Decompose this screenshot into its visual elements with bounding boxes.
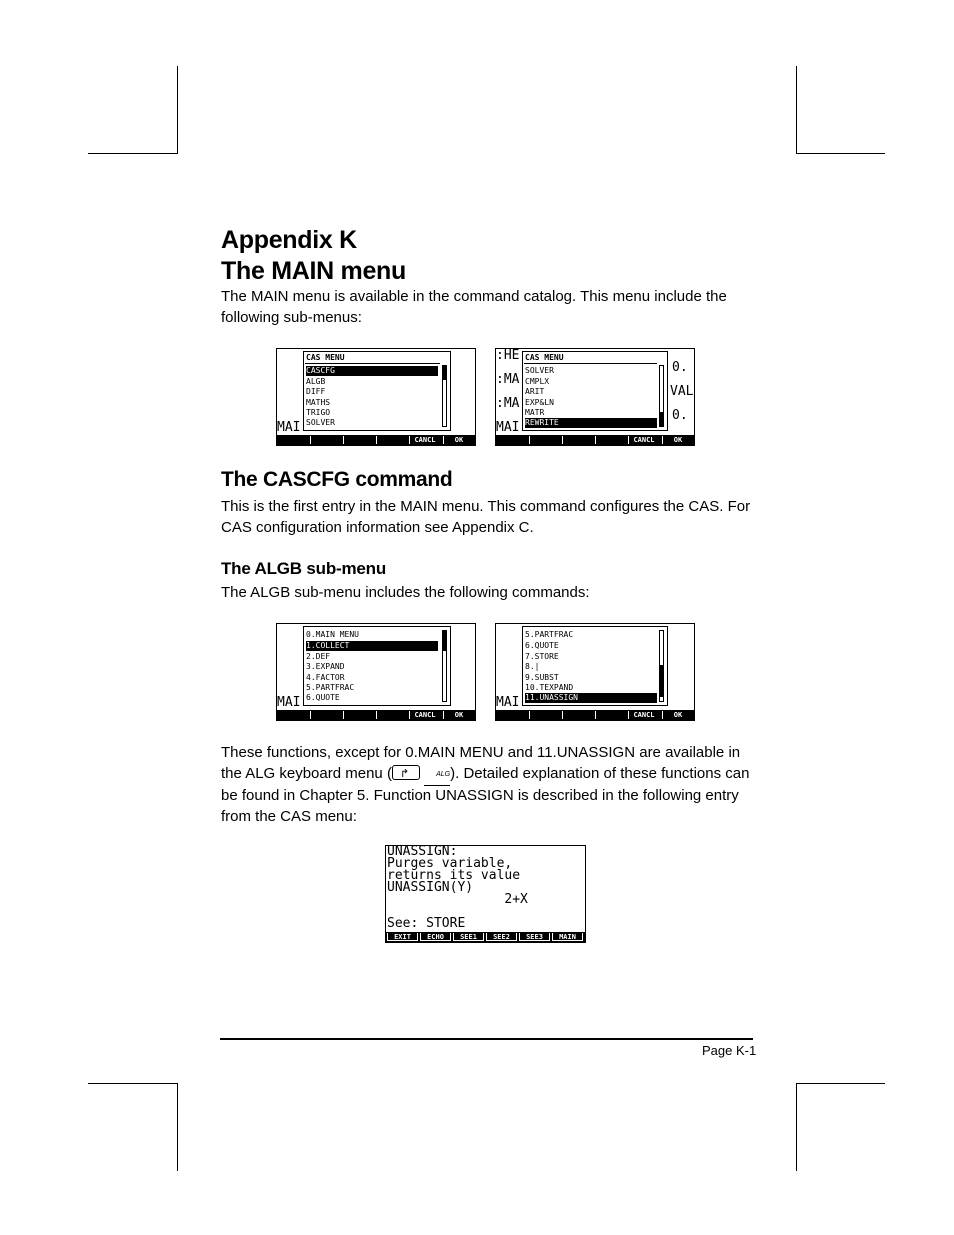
echo-softkey[interactable]: ECHO xyxy=(420,933,451,941)
algb-paragraph: The ALGB sub-menu includes the following commands: xyxy=(221,584,590,601)
see3-softkey[interactable]: SEE3 xyxy=(519,933,550,941)
softkey-bar xyxy=(277,710,475,720)
softkey[interactable] xyxy=(595,436,626,444)
crop-mark xyxy=(797,1083,885,1084)
unassign-help-screen xyxy=(385,845,586,943)
menu-item[interactable]: EXP&LN xyxy=(525,398,554,407)
cas-menu-screen-2 xyxy=(495,348,695,446)
section-title: The MAIN menu xyxy=(221,257,406,285)
functions-text-part2: ). Detailed explanation of these functions can be found in Chapter 5. Function UNASSIGN is described in the following entry from the CAS menu: xyxy=(221,764,750,825)
see1-softkey[interactable]: SEE1 xyxy=(453,933,484,941)
menu-item[interactable]: SOLVER xyxy=(306,418,335,427)
menu-item[interactable]: 4.FACTOR xyxy=(306,673,345,682)
side-text: 0. xyxy=(672,360,688,375)
crop-mark xyxy=(796,1083,797,1171)
side-text: :MA xyxy=(496,396,520,411)
softkey[interactable] xyxy=(343,711,374,719)
cas-menu-screen-1 xyxy=(276,348,476,446)
cascfg-paragraph: This is the first entry in the MAIN menu. This command configures the CAS. For CAS configuration information see Appendix C. xyxy=(221,498,751,536)
scroll-thumb[interactable] xyxy=(443,366,446,380)
algb-menu-screen-1 xyxy=(276,623,476,721)
menu-item[interactable]: 7.STORE xyxy=(525,652,559,661)
menu-item[interactable]: MATR xyxy=(525,408,545,417)
softkey[interactable] xyxy=(277,436,307,444)
menu-title: CAS MENU xyxy=(525,353,564,362)
menu-item[interactable]: 2.DEF xyxy=(306,652,331,661)
scrollbar[interactable] xyxy=(659,365,664,427)
menu-item[interactable]: REWRITE xyxy=(525,418,657,428)
crop-mark xyxy=(177,1083,178,1171)
functions-text-part1: These functions, except for 0.MAIN MENU and 11.UNASSIGN are available in the ALG keyboard menu ( xyxy=(221,744,741,782)
menu-item[interactable]: TRIGO xyxy=(306,408,331,417)
scrollbar[interactable] xyxy=(659,630,664,702)
side-text: MAI xyxy=(496,695,520,710)
softkey[interactable] xyxy=(277,711,307,719)
functions-paragraph xyxy=(221,743,756,827)
softkey[interactable] xyxy=(376,711,407,719)
menu-item[interactable]: CASCFG xyxy=(306,366,438,376)
help-line: UNASSIGN: xyxy=(387,845,458,859)
scroll-thumb[interactable] xyxy=(660,665,663,697)
exit-softkey[interactable]: EXIT xyxy=(387,933,418,941)
side-text: :HE xyxy=(496,348,520,363)
menu-item[interactable]: ALGB xyxy=(306,377,326,386)
right-shift-key-icon xyxy=(392,765,420,780)
scrollbar[interactable] xyxy=(442,630,447,702)
softkey-bar xyxy=(386,932,585,942)
menu-item[interactable]: 6.QUOTE xyxy=(525,641,559,650)
crop-mark xyxy=(177,66,178,154)
page-number: Page K-1 xyxy=(702,1043,757,1058)
help-line: Purges variable, xyxy=(387,856,513,871)
menu-item[interactable]: 5.PARTFRAC xyxy=(306,683,355,692)
algb-heading: The ALGB sub-menu xyxy=(221,559,387,578)
crop-mark xyxy=(796,66,797,154)
help-line: 2+X xyxy=(387,892,528,907)
main-softkey[interactable]: MAIN xyxy=(552,933,583,941)
help-line: See: STORE xyxy=(387,916,466,931)
side-text: VAL xyxy=(670,384,694,399)
side-text: MAI xyxy=(496,420,520,435)
ok-softkey[interactable]: OK xyxy=(443,436,474,444)
cascfg-heading: The CASCFG command xyxy=(221,468,453,491)
softkey[interactable] xyxy=(529,436,560,444)
menu-item[interactable]: CMPLX xyxy=(525,377,550,386)
menu-title: CAS MENU xyxy=(306,353,345,362)
menu-item[interactable]: 11.UNASSIGN xyxy=(525,693,657,703)
menu-item[interactable]: 0.MAIN MENU xyxy=(306,630,359,639)
see2-softkey[interactable]: SEE2 xyxy=(486,933,517,941)
intro-paragraph: The MAIN menu is available in the command catalog. This menu include the following sub-menus: xyxy=(221,288,727,326)
menu-item[interactable]: ARIT xyxy=(525,387,545,396)
softkey[interactable] xyxy=(562,711,593,719)
ok-softkey[interactable]: OK xyxy=(443,711,474,719)
side-text: MAI xyxy=(277,420,301,435)
cancel-softkey[interactable]: CANCL xyxy=(628,436,659,444)
softkey-bar xyxy=(496,435,694,445)
menu-box xyxy=(522,626,668,706)
softkey[interactable] xyxy=(376,436,407,444)
algb-menu-screen-2 xyxy=(495,623,695,721)
alg-key-label: ALG xyxy=(424,765,450,787)
menu-item[interactable]: MATHS xyxy=(306,398,331,407)
crop-mark xyxy=(797,153,885,154)
cancel-softkey[interactable]: CANCL xyxy=(628,711,659,719)
footer-rule xyxy=(220,1038,753,1040)
menu-box xyxy=(522,351,668,431)
side-text: :MA xyxy=(496,372,520,387)
menu-item[interactable]: 10.TEXPAND xyxy=(525,683,574,692)
ok-softkey[interactable]: OK xyxy=(662,711,693,719)
crop-mark xyxy=(88,1083,177,1084)
menu-item[interactable]: 3.EXPAND xyxy=(306,662,345,671)
crop-mark xyxy=(88,153,177,154)
menu-item[interactable]: 9.SUBST xyxy=(525,673,559,682)
softkey[interactable] xyxy=(529,711,560,719)
cancel-softkey[interactable]: CANCL xyxy=(409,711,440,719)
scroll-thumb[interactable] xyxy=(660,412,663,426)
softkey[interactable] xyxy=(496,711,526,719)
help-line: returns its value xyxy=(387,868,521,883)
menu-item[interactable]: SOLVER xyxy=(525,366,554,375)
menu-divider xyxy=(524,363,657,364)
softkey[interactable] xyxy=(310,436,341,444)
menu-item[interactable]: 6.QUOTE xyxy=(306,693,340,702)
menu-item[interactable]: 8.| xyxy=(525,662,540,671)
softkey[interactable] xyxy=(343,436,374,444)
menu-box xyxy=(303,626,451,706)
appendix-title: Appendix K xyxy=(221,226,357,254)
menu-divider xyxy=(305,363,440,364)
scrollbar[interactable] xyxy=(442,365,447,427)
help-line: UNASSIGN(Y) xyxy=(387,880,474,895)
softkey[interactable] xyxy=(496,436,526,444)
cancel-softkey[interactable]: CANCL xyxy=(409,436,440,444)
softkey[interactable] xyxy=(310,711,341,719)
side-text: 0. xyxy=(672,408,688,423)
menu-box xyxy=(303,351,451,431)
menu-item[interactable]: 1.COLLECT xyxy=(306,641,438,651)
softkey-bar xyxy=(496,710,694,720)
softkey[interactable] xyxy=(562,436,593,444)
softkey[interactable] xyxy=(595,711,626,719)
scroll-thumb[interactable] xyxy=(443,631,446,651)
softkey-bar xyxy=(277,435,475,445)
menu-item[interactable]: 5.PARTFRAC xyxy=(525,630,574,639)
ok-softkey[interactable]: OK xyxy=(662,436,693,444)
side-text: MAI xyxy=(277,695,301,710)
menu-item[interactable]: DIFF xyxy=(306,387,326,396)
